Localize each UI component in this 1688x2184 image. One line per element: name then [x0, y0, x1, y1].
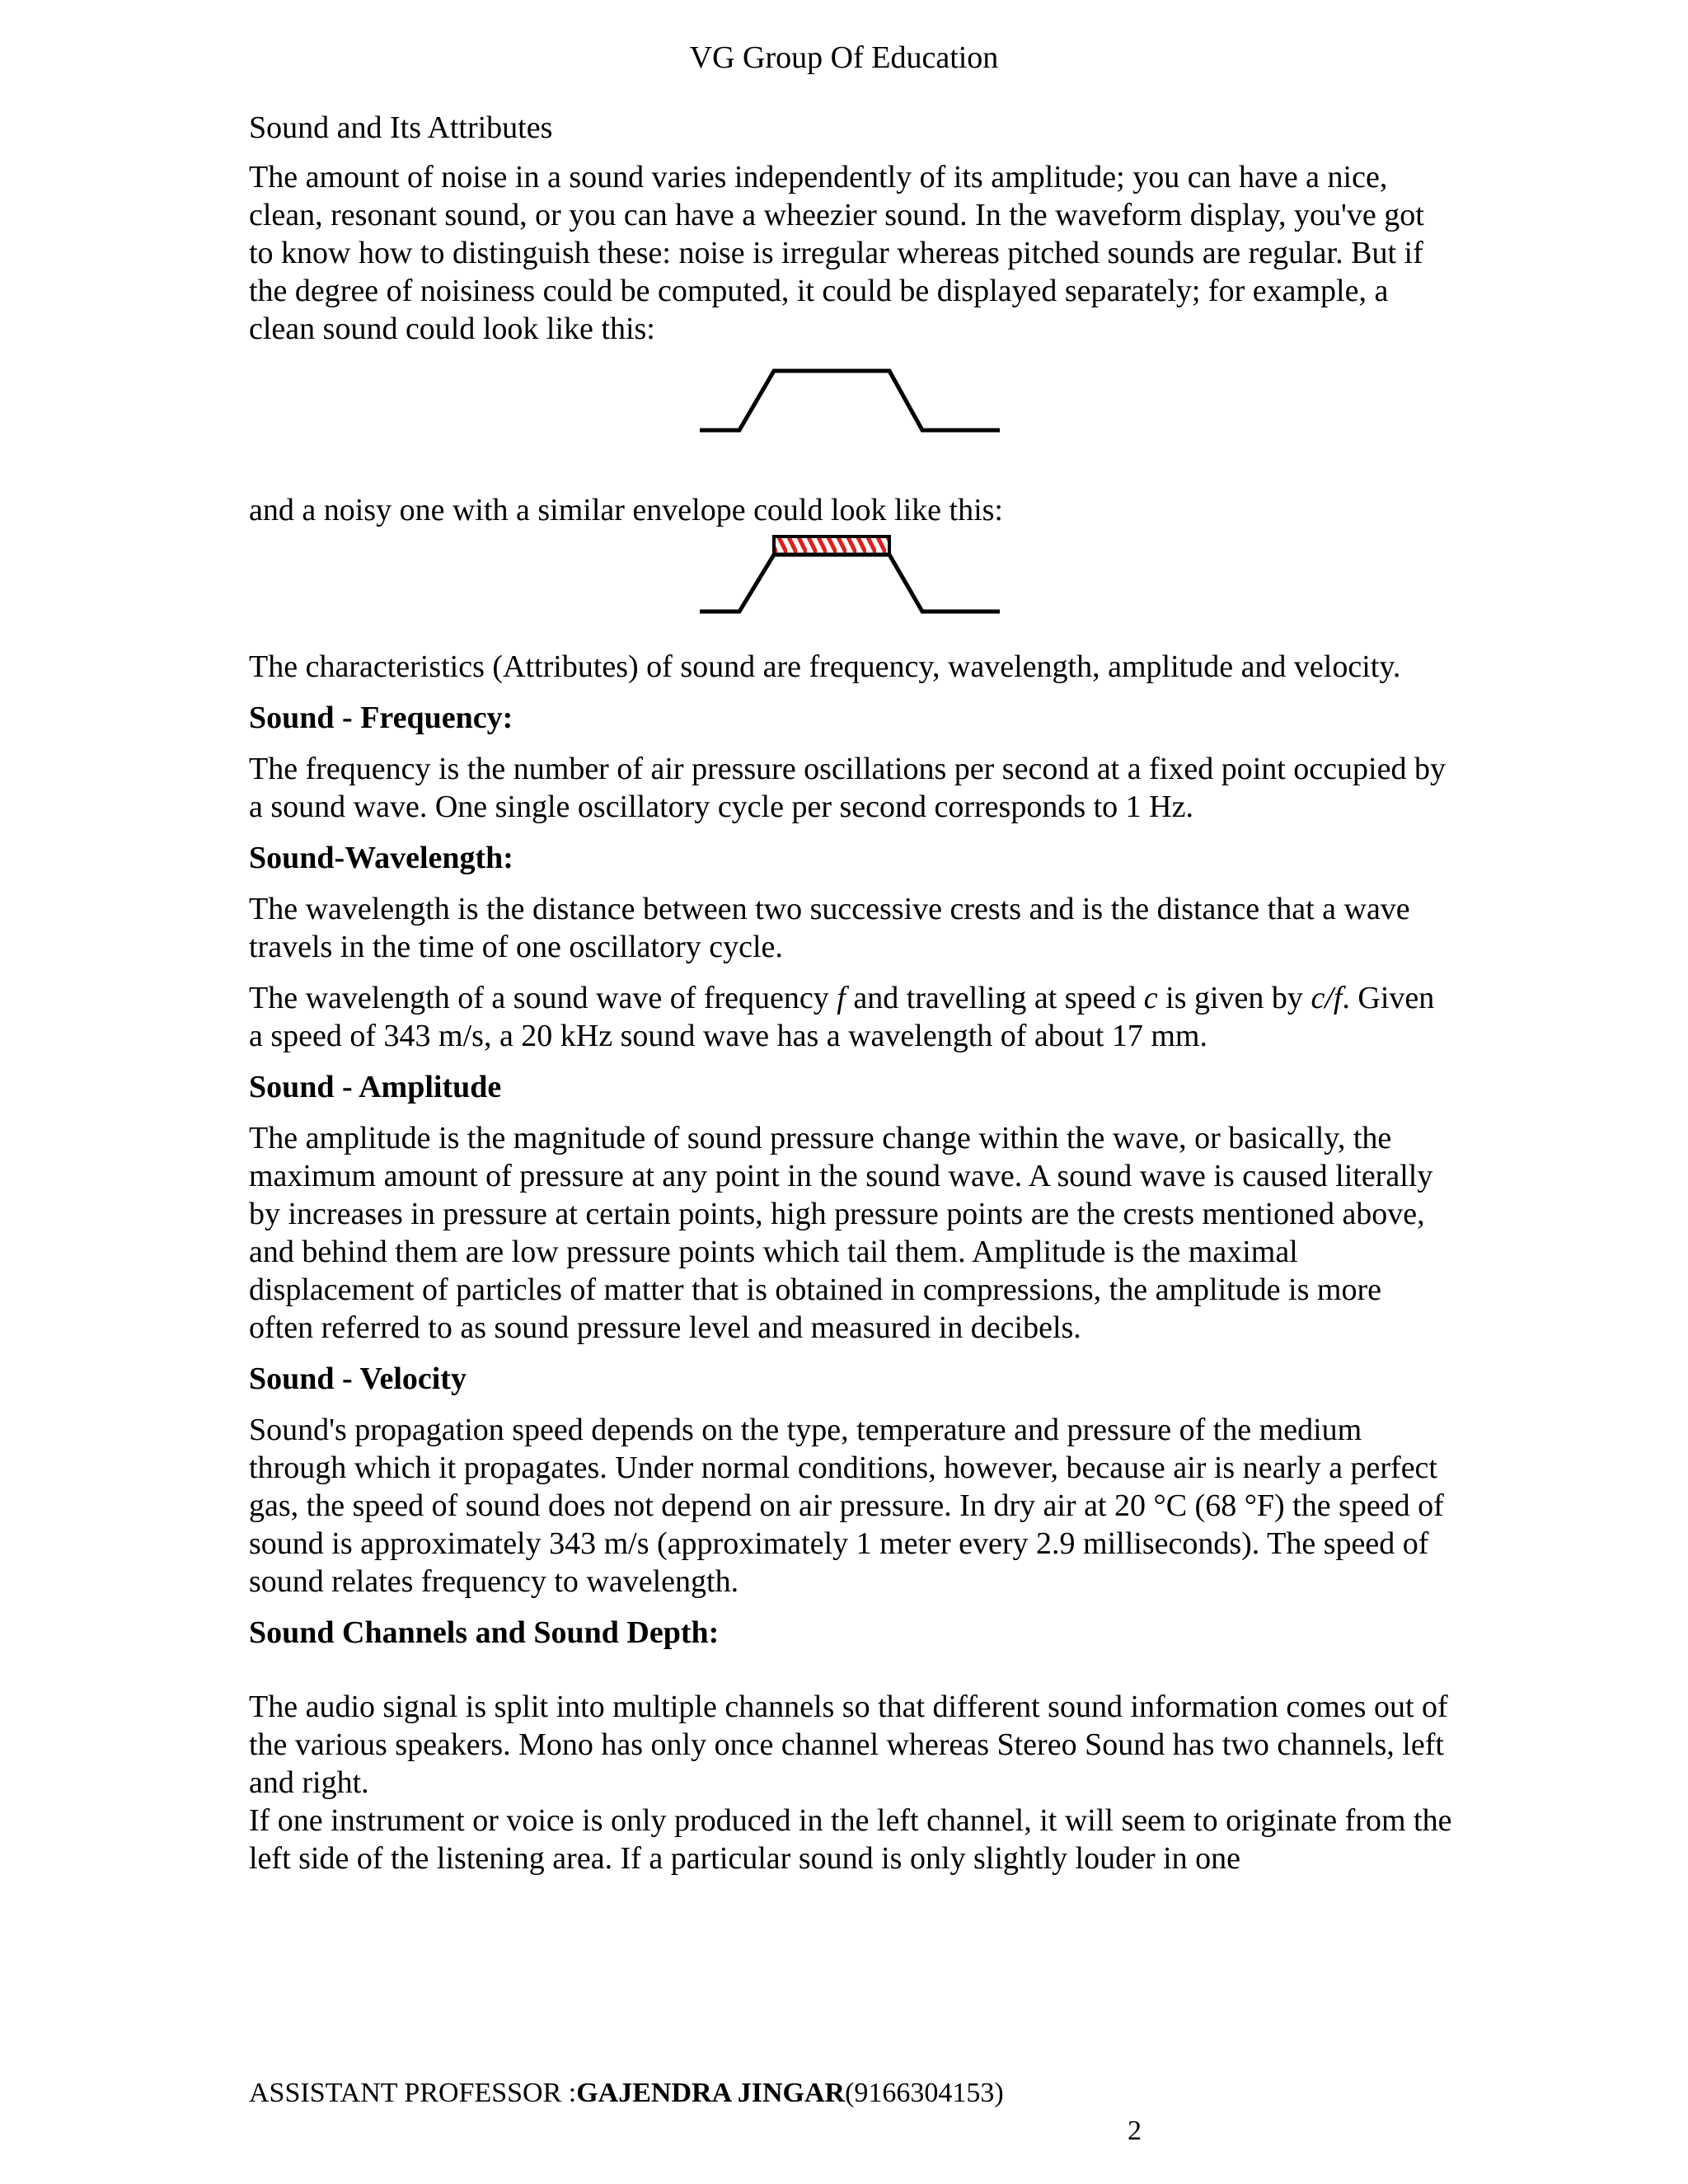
noisy-envelope-line [700, 555, 1000, 612]
velocity-heading: Sound - Velocity [249, 1361, 467, 1396]
clean-sound-envelope-figure [249, 361, 1452, 435]
amplitude-paragraph: The amplitude is the magnitude of sound pressure change within the wave, or basically, the maximum amount of pressure at any point in the sound wave. A sound wave is caused literally by increases in pressure at certain points, high pressure points are the crests mentioned above, and behind them are low pressure points which tail them. Amplitude is the maximal displacement of particles of matter that is obtained in compressions, the amplitude is more often referred to as sound pressure level and measured in decibels. [249, 1121, 1433, 1345]
characteristics-paragraph: The characteristics (Attributes) of sound are frequency, wavelength, amplitude and velocity. [249, 649, 1401, 684]
document-body [249, 109, 1452, 1877]
amplitude-heading: Sound - Amplitude [249, 1070, 502, 1104]
page-number: 2 [1128, 2116, 1142, 2146]
channels-paragraph-2: If one instrument or voice is only produced in the left channel, it will seem to originate from the left side of the listening area. If a particular sound is only slightly louder in one [249, 1803, 1452, 1876]
noise-band [774, 537, 889, 555]
intro-paragraph: The amount of noise in a sound varies independently of its amplitude; you can have a nice, clean, resonant sound, or you can have a wheezier sound. In the waveform display, you've got to know how to distinguish these: noise is irregular whereas pitched sounds are regular. But if the degree of noisiness could be computed, it could be displayed separately; for example, a clean sound could look like this: [249, 160, 1424, 346]
channels-paragraph-1: The audio signal is split into multiple channels so that different sound information comes out of the various speakers. Mono has only once channel whereas Stereo Sound has two channels, left and right. [249, 1690, 1448, 1800]
noisy-caption: and a noisy one with a similar envelope could look like this: [249, 493, 1003, 527]
frequency-heading: Sound - Frequency: [249, 701, 513, 735]
section-title: Sound and Its Attributes [249, 110, 553, 145]
channels-heading: Sound Channels and Sound Depth: [249, 1615, 720, 1650]
wavelength-paragraph-1: The wavelength is the distance between two successive crests and is the distance that a wave travels in the time of one oscillatory cycle. [249, 892, 1410, 964]
footer-role: ASSISTANT PROFESSOR : [249, 2078, 577, 2108]
wavelength-paragraph-2: The wavelength of a sound wave of frequency f and travelling at speed c is given by c/f. Given a speed of 343 m/s, a 20 kHz sound wave has a wavelength of about 17 mm. [249, 981, 1435, 1053]
page-header: VG Group Of Education [689, 40, 999, 75]
footer-phone: (9166304153) [845, 2078, 1004, 2108]
velocity-paragraph: Sound's propagation speed depends on the type, temperature and pressure of the medium through which it propagates. Under normal conditions, however, because air is nearly a perfect gas, the speed of sound does not depend on air pressure. In dry air at 20 °C (68 °F) the speed of sound is approximately 343 m/s (approximately 1 meter every 2.9 milliseconds). The speed of sound relates frequency to wavelength. [249, 1413, 1444, 1599]
noisy-sound-envelope-figure [249, 534, 1452, 616]
clean-envelope-line [700, 371, 1000, 430]
frequency-paragraph: The frequency is the number of air pressure oscillations per second at a fixed point occupied by a sound wave. One single oscillatory cycle per second corresponds to 1 Hz. [249, 752, 1446, 824]
wavelength-heading: Sound-Wavelength: [249, 841, 513, 875]
footer-name: GAJENDRA JINGAR [576, 2078, 846, 2108]
footer-credit [249, 2075, 1004, 2111]
